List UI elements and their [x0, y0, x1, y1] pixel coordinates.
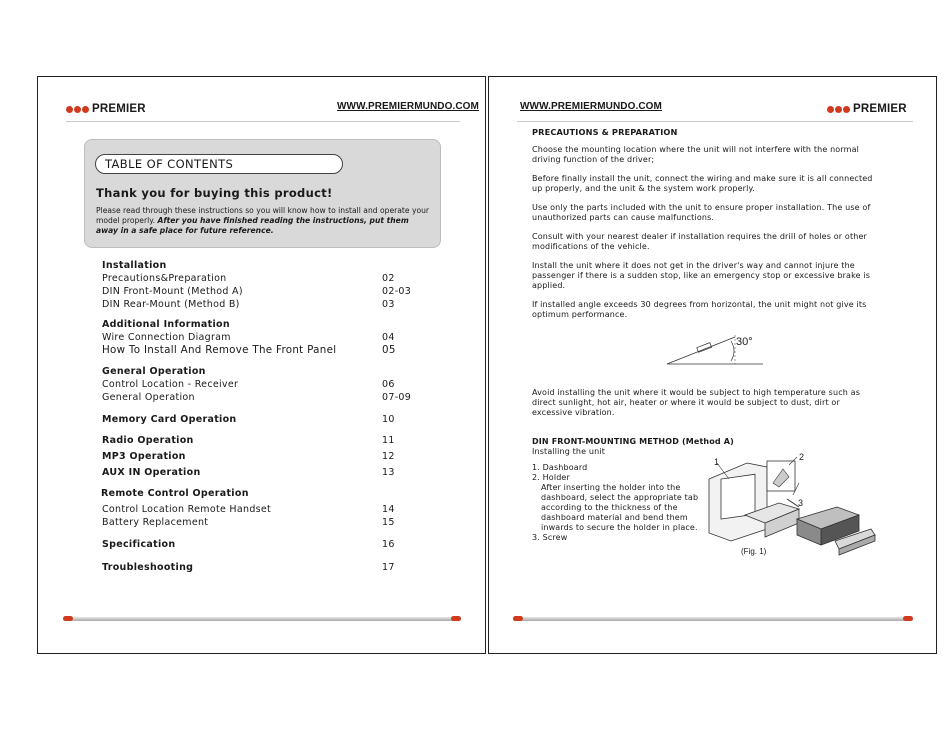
- toc-entry-page: 11: [382, 435, 395, 446]
- toc-entry-page: 06: [382, 379, 395, 390]
- intro-note-emphasis: After you have finished reading the instructions, put them away in a safe place for future reference.: [96, 216, 409, 235]
- precaution-paragraph: Before finally install the unit, connect the wiring and make sure it is all connected up properly, and the unit & the system work properly.: [532, 174, 873, 193]
- toc-entry-label: Radio Operation: [102, 435, 194, 446]
- precaution-paragraph: Choose the mounting location where the unit will not interfere with the normal driving function of the driver;: [532, 145, 860, 164]
- toc-entry-page: 07-09: [382, 392, 412, 403]
- holder-detail: After inserting the holder into the dashboard, select the appropriate tab according to the thickness of the dashboard material and bend them inwards to secure the holder in place.: [541, 483, 699, 532]
- method-heading: DIN FRONT-MOUNTING METHOD (Method A): [532, 437, 734, 446]
- toc-entry[interactable]: [102, 516, 432, 529]
- toc-entry[interactable]: [102, 413, 432, 426]
- footer-cap-left: [63, 616, 73, 621]
- header-rule: [66, 121, 460, 122]
- toc-entry-label: Precautions&Preparation: [102, 273, 227, 284]
- logo-text: PREMIER: [92, 103, 146, 115]
- toc-entry-label: DIN Front-Mount (Method A): [102, 286, 243, 297]
- toc-intro-box: [84, 139, 441, 248]
- toc-entry[interactable]: [102, 434, 432, 447]
- toc-entry[interactable]: [102, 285, 432, 298]
- toc-entry-page: 02-03: [382, 286, 412, 297]
- website-link[interactable]: WWW.PREMIERMUNDO.COM: [520, 101, 662, 112]
- toc-entry-label: AUX IN Operation: [102, 467, 201, 478]
- toc-entry-page: 03: [382, 299, 395, 310]
- toc-entry-label: Wire Connection Diagram: [102, 332, 231, 343]
- intro-note-text: Please read through these instructions so you will know how to install and operate your model properly.: [96, 206, 430, 225]
- toc-entry-page: 13: [382, 467, 395, 478]
- premier-logo: [827, 103, 907, 115]
- toc-title: TABLE OF CONTENTS: [95, 154, 343, 174]
- install-step: 1. Dashboard: [532, 463, 588, 472]
- toc-entry-label: Control Location - Receiver: [102, 379, 239, 390]
- toc-entry[interactable]: [102, 344, 432, 357]
- toc-entry-page: 14: [382, 504, 395, 515]
- install-step: 3. Screw: [532, 533, 568, 542]
- toc-entry-page: 05: [382, 344, 396, 356]
- toc-entry-page: 02: [382, 273, 395, 284]
- precaution-paragraph: Install the unit where it does not get in the driver's way and cannot injure the passenger if there is a sudden stop, like an emergency stop or excessive brake is applied.: [532, 261, 871, 290]
- intro-note: [96, 206, 432, 236]
- toc-entry[interactable]: [102, 561, 432, 574]
- install-step: 2. Holder: [532, 473, 570, 482]
- left-page: [37, 76, 486, 654]
- toc-entry[interactable]: [102, 466, 432, 479]
- precaution-paragraph: If installed angle exceeds 30 degrees from horizontal, the unit might not give its optimum performance.: [532, 300, 867, 319]
- toc-entry-page: 16: [382, 539, 395, 550]
- toc-section-title: Additional Information: [102, 319, 230, 330]
- thanks-heading: Thank you for buying this product!: [96, 186, 333, 200]
- toc-list: [102, 259, 432, 574]
- footer-cap-right: [903, 616, 913, 621]
- angle-label: 30°: [736, 336, 753, 348]
- figure-label-3: 3: [798, 498, 804, 508]
- toc-section-title: Remote Control Operation: [101, 488, 249, 499]
- website-link[interactable]: WWW.PREMIERMUNDO.COM: [337, 101, 479, 112]
- toc-entry[interactable]: [102, 331, 432, 344]
- toc-entry-label: DIN Rear-Mount (Method B): [102, 299, 240, 310]
- toc-entry-label: Troubleshooting: [102, 562, 194, 573]
- precaution-paragraph: Consult with your nearest dealer if installation requires the drill of holes or other modifications of the vehicle.: [532, 232, 867, 251]
- toc-entry-label: How To Install And Remove The Front Panel: [102, 344, 337, 356]
- toc-entry-page: 17: [382, 562, 395, 573]
- precautions-section: [532, 127, 877, 329]
- toc-entry-label: Specification: [102, 539, 176, 550]
- logo-text: PREMIER: [853, 103, 907, 115]
- toc-entry-page: 15: [382, 517, 395, 528]
- toc-entry-label: Memory Card Operation: [102, 414, 237, 425]
- toc-entry-label: Battery Replacement: [102, 517, 209, 528]
- toc-entry[interactable]: [102, 538, 432, 551]
- toc-entry[interactable]: [102, 272, 432, 285]
- footer-bar: [63, 617, 461, 621]
- right-page: [488, 76, 937, 654]
- figure-label-2: 2: [799, 452, 805, 462]
- method-a-section: [532, 437, 734, 543]
- header-rule: [517, 121, 913, 122]
- toc-entry[interactable]: [102, 378, 432, 391]
- logo-dots-icon: [827, 106, 850, 113]
- installation-figure: [707, 449, 877, 579]
- toc-entry-label: General Operation: [102, 392, 195, 403]
- logo-dots-icon: [66, 106, 89, 113]
- toc-entry[interactable]: [102, 450, 432, 463]
- toc-entry-label: MP3 Operation: [102, 451, 186, 462]
- installing-subheading: Installing the unit: [532, 447, 606, 456]
- avoid-paragraph: Avoid installing the unit where it would be subject to high temperature such as direct sunlight, hot air, heater or where it would be subject to dust, dirt or excessive vibration.: [532, 388, 861, 417]
- toc-section-title: General Operation: [102, 366, 206, 377]
- precautions-heading: PRECAUTIONS & PREPARATION: [532, 127, 678, 137]
- toc-entry[interactable]: [102, 298, 432, 311]
- footer-cap-right: [451, 616, 461, 621]
- toc-section-title: Installation: [102, 260, 167, 271]
- toc-entry-page: 12: [382, 451, 395, 462]
- figure-label-1: 1: [714, 457, 720, 467]
- toc-entry-page: 10: [382, 414, 395, 425]
- install-steps: [532, 463, 712, 543]
- precaution-paragraph: Use only the parts included with the unit to ensure proper installation. The use of unauthorized parts can cause malfunctions.: [532, 203, 871, 222]
- premier-logo: [66, 103, 146, 115]
- footer-cap-left: [513, 616, 523, 621]
- toc-entry[interactable]: [102, 391, 432, 404]
- figure-caption: (Fig. 1): [741, 547, 767, 556]
- toc-entry-label: Control Location Remote Handset: [102, 504, 272, 515]
- toc-entry-page: 04: [382, 332, 395, 343]
- footer-bar: [513, 617, 913, 621]
- toc-entry[interactable]: [102, 503, 432, 516]
